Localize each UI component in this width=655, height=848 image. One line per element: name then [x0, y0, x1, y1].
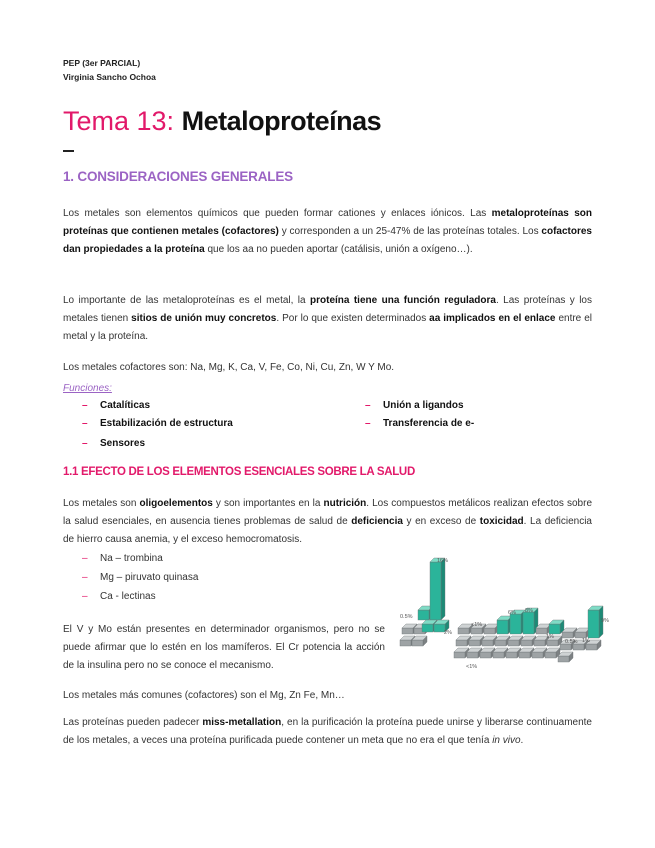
chart-tile	[497, 616, 512, 634]
chart-label: 1%	[582, 638, 590, 644]
chart-tile	[412, 636, 427, 646]
chart-bar-mg	[430, 558, 445, 620]
header-author: Virginia Sancho Ochoa	[63, 72, 156, 82]
title-number: Tema 13:	[63, 106, 175, 136]
chart-label: <1%	[471, 622, 483, 628]
chart-tile	[549, 620, 564, 634]
chart-tile	[562, 628, 577, 638]
section-1-paragraph-1: Los metales son elementos químicos que pueden formar cationes y enlaces iónicos. Las metaloproteínas son proteínas que contienen metales (cofactores) y corresponden a un 25-47% de las proteínas totales. Los cofactores dan propiedades a la proteína que los aa no pueden aportar (catálisis, unión a oxígeno…).	[63, 208, 592, 255]
chart-label: <1%	[466, 664, 478, 670]
chart-label: 9%	[601, 618, 609, 624]
chart-tile	[469, 636, 484, 646]
chart-tile	[484, 624, 499, 634]
chart-tile	[545, 648, 560, 658]
chart-tile	[506, 648, 521, 658]
chart-tile	[456, 636, 471, 646]
function-item: – Sensores	[82, 438, 146, 449]
chart-tile	[495, 636, 510, 646]
header-course: PEP (3er PARCIAL)	[63, 58, 141, 68]
chart-tile	[521, 636, 536, 646]
page-title	[63, 103, 381, 139]
chart-tile	[508, 636, 523, 646]
function-item: – Transferencia de e-	[365, 418, 475, 429]
function-item: – Estabilización de estructura	[82, 418, 233, 429]
section-1-paragraph-2: Lo importante de las metaloproteínas es el metal, la proteína tiene una función reguladora. Las proteínas y los metales tienen sitios de unión muy concretos. Por lo que existen determinados aa implicados en el enlace entre el metal y la proteína.	[63, 295, 592, 342]
chart-tile	[467, 648, 482, 658]
chart-tile	[454, 648, 469, 658]
chart-tile	[532, 648, 547, 658]
chart-tile	[519, 648, 534, 658]
chart-label: 16%	[437, 558, 449, 564]
example-item: – Ca - lectinas	[82, 591, 156, 602]
section-1-1-paragraph-2: El V y Mo están presentes en determinador organismos, pero no se puede afirmar que lo estén en los mamíferos. El Cr potencia la acción de la insulina pero no se conoce el mecanismo.	[63, 624, 385, 671]
title-divider	[63, 150, 74, 152]
chart-tile	[482, 636, 497, 646]
chart-tile	[480, 648, 495, 658]
example-item: – Na – trombina	[82, 553, 163, 564]
section-1-paragraph-3: Los metales cofactores son: Na, Mg, K, Ca, V, Fe, Co, Ni, Cu, Zn, W Y Mo.	[63, 362, 395, 373]
section-1-1-paragraph-1: Los metales son oligoelementos y son importantes en la nutrición. Los compuestos metálicos realizan efectos sobre la salud esenciales, en ausencia tienes problemas de salud de deficiencia y en exceso de toxicidad. La deficiencia de hierro causa anemia, y el exceso hemocromatosis.	[63, 498, 592, 545]
section-1-1-heading: 1.1 EFECTO DE LOS ELEMENTOS ESENCIALES SOBRE LA SALUD	[63, 466, 415, 478]
chart-label: 2%	[444, 630, 452, 636]
function-item: – Catalíticas	[82, 400, 151, 411]
chart-label: 1%	[546, 634, 554, 640]
chart-tile	[536, 624, 551, 634]
example-item: – Mg – piruvato quinasa	[82, 572, 199, 583]
functions-label: Funciones:	[63, 383, 112, 394]
function-item: – Unión a ligandos	[365, 400, 464, 411]
section-1-1-paragraph-3: Los metales más comunes (cofactores) son el Mg, Zn Fe, Mn…	[63, 690, 345, 701]
section-1-heading: 1. CONSIDERACIONES GENERALES	[63, 169, 293, 184]
chart-label: 8%	[525, 608, 533, 614]
element-abundance-chart	[396, 554, 616, 694]
chart-tile	[493, 648, 508, 658]
chart-tile	[575, 628, 590, 638]
chart-label: 0.5%	[400, 614, 413, 620]
chart-label: 0.5%	[565, 639, 578, 645]
title-name: Metaloproteínas	[181, 106, 382, 136]
section-1-1-paragraph-4: Las proteínas pueden padecer miss-metallation, en la purificación la proteína puede unirse y liberarse continuamente de los metales, a veces una proteína purificada puede contener un meta que no era el que tenía in vivo.	[63, 717, 592, 746]
chart-tile	[558, 652, 573, 662]
chart-label: 6%	[508, 610, 516, 616]
